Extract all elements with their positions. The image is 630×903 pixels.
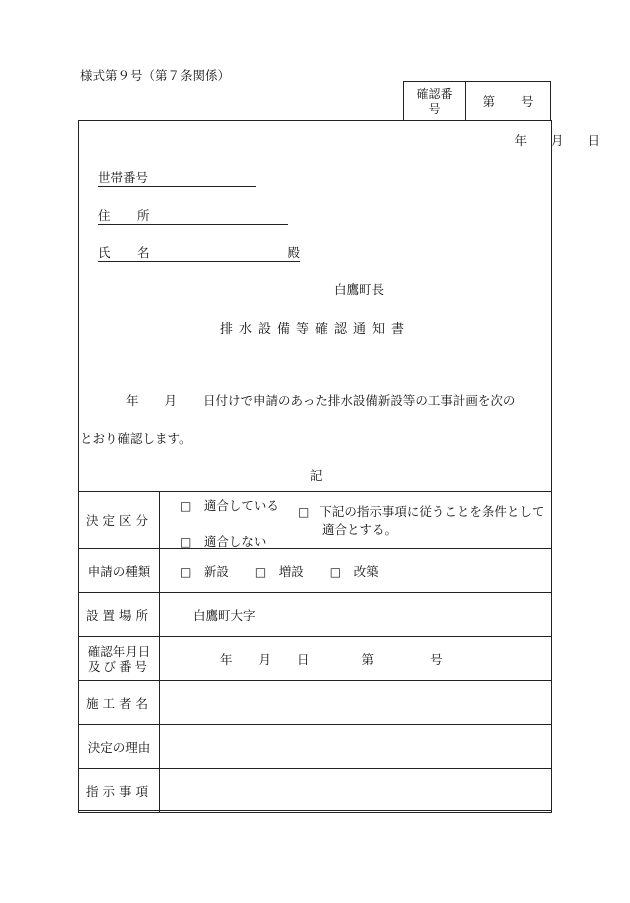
contractor-label: 施工者名 <box>79 681 160 725</box>
body-text-line1: 年 月 日付けで申請のあった排水設備新設等の工事計画を次の <box>126 393 516 408</box>
checkbox-icon[interactable]: □ <box>254 564 267 579</box>
table-row <box>79 681 552 725</box>
option-not-conforming[interactable]: □ 適合しない <box>180 534 267 549</box>
table-row <box>79 492 552 549</box>
address-field[interactable]: 住 所 <box>98 206 288 225</box>
checkbox-icon[interactable]: □ <box>180 499 192 513</box>
checkbox-icon[interactable]: □ <box>298 505 310 519</box>
decision-cell <box>160 492 552 549</box>
issue-date[interactable]: 年 月 日 <box>514 133 600 148</box>
option-conforming[interactable]: □ 適合している <box>180 498 279 513</box>
confirmation-number-box <box>403 81 551 120</box>
instructions-label: 指示事項 <box>79 769 160 813</box>
confirmation-date-number-label: 確認年月日 及び番号 <box>79 637 160 681</box>
confirmation-date-number-value[interactable]: 年 月 日 第 号 <box>160 637 552 681</box>
table-row <box>79 593 552 637</box>
checkbox-icon[interactable]: □ <box>180 535 192 549</box>
honorific: 殿 <box>287 245 301 260</box>
option-extension[interactable]: □ 増設 <box>254 563 304 579</box>
option-conditional[interactable]: □ 下記の指示事項に従うことを条件として適合とする。 <box>298 504 545 537</box>
body-text-line2: とおり確認します。 <box>80 431 192 446</box>
table-row <box>79 549 552 593</box>
form-number-label: 様式第９号（第７条関係） <box>80 68 231 83</box>
table-row <box>79 725 552 769</box>
instructions-value[interactable] <box>160 769 552 813</box>
name-field[interactable]: 氏 名 殿 <box>98 245 301 260</box>
location-value[interactable]: 白鷹町大字 <box>160 593 552 637</box>
option-new[interactable]: □ 新設 <box>180 563 229 579</box>
option-renovation[interactable]: □ 改築 <box>329 563 379 579</box>
checkbox-icon[interactable]: □ <box>180 564 192 579</box>
confirmation-number-value[interactable]: 第 号 <box>482 94 534 109</box>
contractor-value[interactable] <box>160 681 552 725</box>
location-label: 設置場所 <box>79 593 160 637</box>
application-type-cell <box>160 549 552 593</box>
checkbox-icon[interactable]: □ <box>329 564 342 579</box>
decision-reason-value[interactable] <box>160 725 552 769</box>
decision-reason-label: 決定の理由 <box>79 725 160 769</box>
household-number-field[interactable]: 世帯番号 <box>98 168 256 187</box>
issuer: 白鷹町長 <box>334 282 385 297</box>
details-table <box>78 491 552 813</box>
document-title: 排水設備等確認通知書 <box>219 322 410 337</box>
confirmation-number-label: 確認番号 <box>404 82 466 120</box>
decision-label: 決定区分 <box>79 492 160 549</box>
table-row <box>79 769 552 813</box>
ki-heading: 記 <box>310 468 323 483</box>
application-type-label: 申請の種類 <box>79 549 160 593</box>
table-row <box>79 637 552 681</box>
